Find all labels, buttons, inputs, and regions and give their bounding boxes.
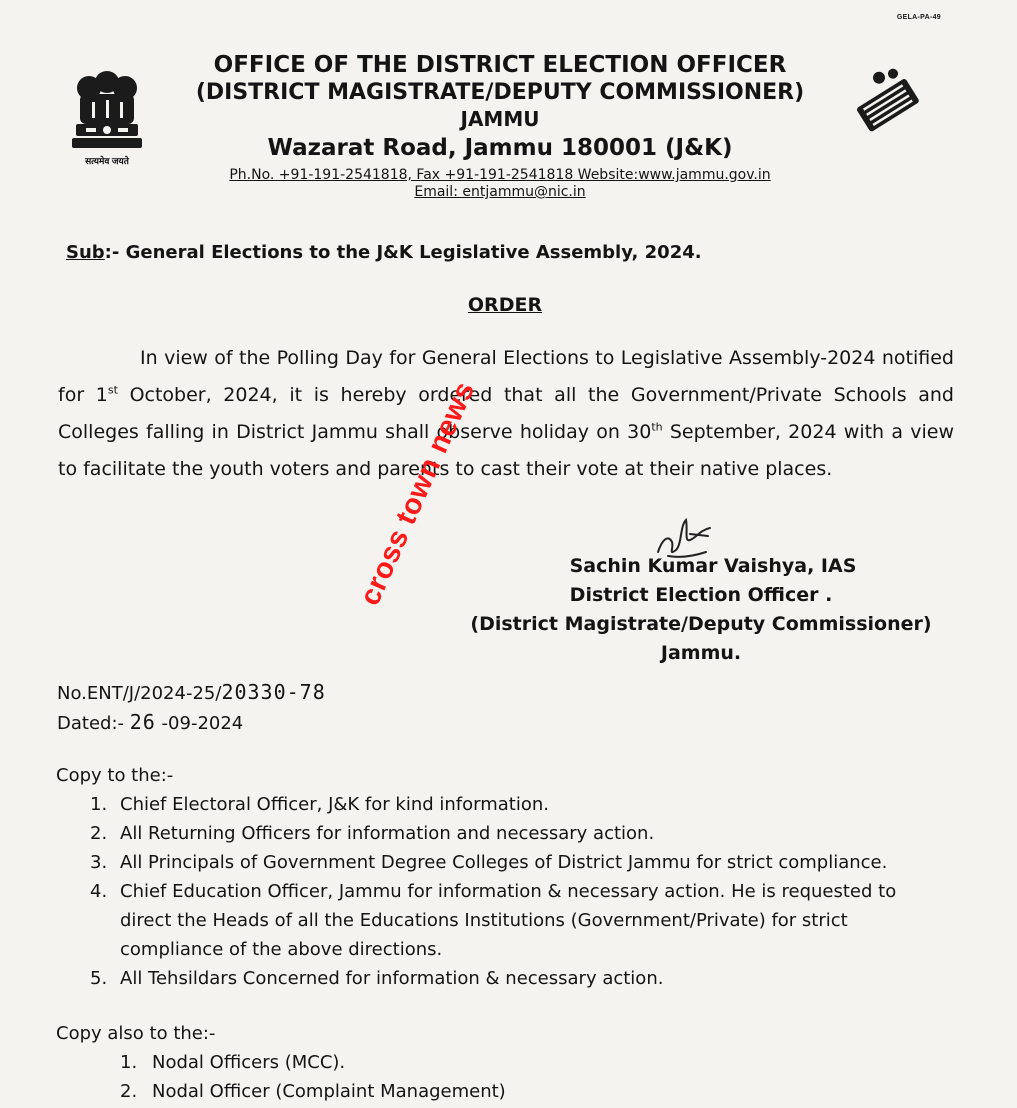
list-item	[56, 790, 940, 819]
list-item	[56, 1048, 972, 1077]
body-part-1: In view of the Polling Day for General Elections to Legislative Assembly-2024 notified for 1	[58, 347, 954, 406]
eci-logo	[848, 68, 924, 134]
list-item-text: Chief Electoral Officer, J&K for kind information.	[120, 794, 549, 815]
reference-date	[57, 708, 326, 738]
office-city: JAMMU	[460, 107, 540, 131]
copy-also-to-block	[56, 1020, 972, 1106]
body-sup-1: st	[107, 383, 118, 397]
reference-date-suffix: -09-2024	[155, 713, 244, 734]
watermark: cross town news	[353, 376, 482, 611]
list-item-number: 5.	[90, 968, 108, 989]
order-body	[58, 340, 954, 488]
reference-number	[57, 678, 326, 708]
list-item-text: All Tehsildars Concerned for information & necessary action.	[120, 968, 664, 989]
body-part-2: October, 2024, it is hereby ordered that all the Government/Private Schools and Colleges falling in District Jammu shall observe holiday on 30	[58, 384, 954, 443]
copy-to-heading: Copy to the:-	[56, 765, 174, 786]
copy-to-block	[56, 762, 940, 993]
form-code: GELA-PA-49	[896, 14, 941, 21]
emblem-motto: सत्यमेव जयते	[85, 156, 129, 166]
list-item	[56, 848, 940, 877]
list-item-number: 3.	[90, 852, 108, 873]
office-contact: Ph.No. +91-191-2541818, Fax +91-191-2541818 Website:www.jammu.gov.in	[229, 167, 771, 183]
office-address: Wazarat Road, Jammu 180001 (J&K)	[267, 135, 733, 161]
office-title: OFFICE OF THE DISTRICT ELECTION OFFICER	[213, 52, 787, 78]
election-commission-logo-icon	[848, 68, 924, 134]
signatory-place: Jammu.	[660, 642, 742, 664]
signatory-block	[456, 552, 946, 668]
office-email: Email: entjammu@nic.in	[414, 184, 586, 200]
list-item-text: All Principals of Government Degree Colleges of District Jammu for strict compliance.	[120, 852, 888, 873]
list-item-number: 4.	[90, 881, 108, 902]
letterhead	[150, 48, 850, 200]
list-item	[56, 1077, 972, 1106]
list-item-number: 1.	[90, 794, 108, 815]
body-part-3: September, 2024 with a view to facilitate the youth voters and parents to cast their vote at their native places.	[58, 421, 954, 480]
list-item-text: All Returning Officers for information and necessary action.	[120, 823, 655, 844]
reference-number-prefix: No.ENT/J/2024-25/	[57, 683, 222, 704]
reference-date-day: 26	[129, 710, 156, 734]
reference-number-handwritten: 20330-78	[221, 680, 326, 704]
list-item-number: 1.	[120, 1052, 138, 1073]
list-item-text: Chief Education Officer, Jammu for information & necessary action. He is requested to direct the Heads of all the Educations Institutions (Government/Private) for strict compliance of the above directions.	[120, 881, 897, 960]
reference-block	[57, 678, 326, 738]
list-item-text: Nodal Officers (MCC).	[152, 1052, 346, 1073]
signatory-name: Sachin Kumar Vaishya, IAS	[569, 555, 857, 577]
list-item-number: 2.	[120, 1081, 138, 1102]
national-emblem-icon	[62, 66, 152, 152]
order-title: ORDER	[467, 294, 543, 316]
reference-date-prefix: Dated:-	[57, 713, 130, 734]
body-sup-2: th	[651, 420, 663, 434]
list-item-number: 2.	[90, 823, 108, 844]
subject-text: :- General Elections to the J&K Legislative Assembly, 2024.	[104, 242, 702, 263]
subject-line	[66, 242, 702, 263]
list-item-text: Nodal Officer (Complaint Management)	[152, 1081, 506, 1102]
copy-also-to-heading: Copy also to the:-	[56, 1023, 216, 1044]
national-emblem	[62, 66, 152, 170]
list-item	[56, 819, 940, 848]
signatory-designation: District Election Officer .	[569, 584, 833, 606]
office-subtitle: (DISTRICT MAGISTRATE/DEPUTY COMMISSIONER)	[195, 80, 805, 105]
list-item	[56, 877, 940, 964]
list-item	[56, 964, 940, 993]
signatory-office: (District Magistrate/Deputy Commissioner)	[470, 613, 932, 635]
subject-label: Sub	[66, 242, 105, 263]
